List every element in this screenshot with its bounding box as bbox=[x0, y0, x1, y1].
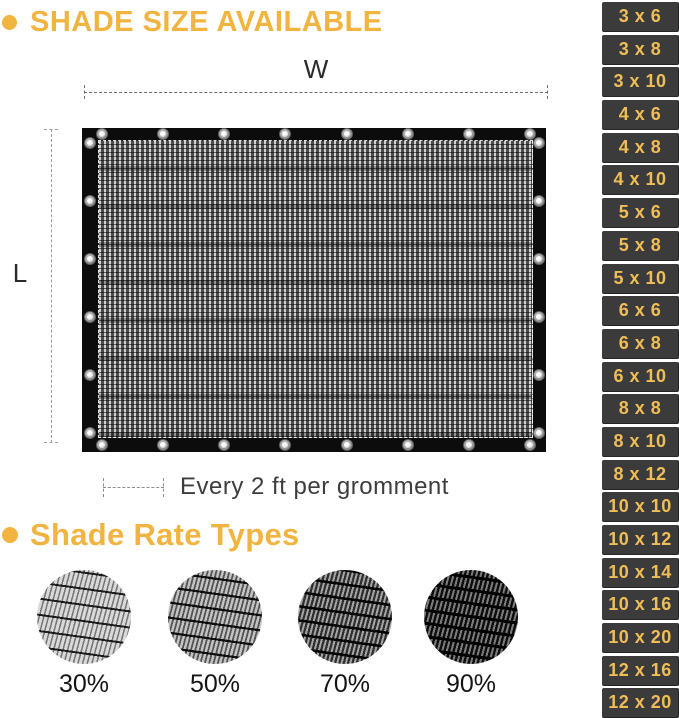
shade-rate-heading bbox=[2, 517, 300, 553]
size-chip: 10 x 14 bbox=[602, 558, 679, 588]
size-chip: 6 x 6 bbox=[602, 296, 679, 326]
grommet-icon bbox=[84, 427, 96, 439]
grommet-icon bbox=[96, 439, 108, 451]
grommet-icon bbox=[341, 439, 353, 451]
size-chip: 3 x 6 bbox=[602, 2, 679, 32]
dim-line bbox=[51, 129, 52, 443]
size-chip: 10 x 16 bbox=[602, 590, 679, 620]
size-chip: 10 x 12 bbox=[602, 525, 679, 555]
grommet-icon bbox=[533, 195, 545, 207]
size-chip: 8 x 10 bbox=[602, 427, 679, 457]
size-chip: 4 x 8 bbox=[602, 133, 679, 163]
grommet-icon bbox=[402, 439, 414, 451]
grommet-icon bbox=[279, 439, 291, 451]
rate-circle-50 bbox=[168, 570, 262, 664]
rate-circle-90 bbox=[424, 570, 518, 664]
dim-tick bbox=[547, 85, 548, 99]
size-chip: 12 x 16 bbox=[602, 656, 679, 686]
size-chip: 5 x 6 bbox=[602, 198, 679, 228]
size-chip: 3 x 10 bbox=[602, 67, 679, 97]
size-chip: 6 x 8 bbox=[602, 329, 679, 359]
shade-rate-heading-text: Shade Rate Types bbox=[30, 517, 300, 552]
rate-label: 90% bbox=[445, 670, 497, 698]
grommets-layer bbox=[82, 128, 546, 452]
dim-tick bbox=[44, 442, 58, 443]
size-chip: 5 x 8 bbox=[602, 231, 679, 261]
dim-line bbox=[84, 92, 548, 93]
grommet-icon bbox=[463, 439, 475, 451]
grommet-icon bbox=[84, 195, 96, 207]
grommet-note: Every 2 ft per gromment bbox=[180, 473, 449, 500]
grommet-icon bbox=[533, 137, 545, 149]
size-list bbox=[602, 2, 679, 718]
grommet-icon bbox=[96, 128, 108, 140]
rate-label: 30% bbox=[58, 670, 110, 698]
rate-label: 70% bbox=[319, 670, 371, 698]
rate-circle-70 bbox=[298, 570, 392, 664]
grommet-spacing-bracket bbox=[103, 478, 164, 497]
length-dimension-line bbox=[44, 129, 58, 443]
size-chip: 5 x 10 bbox=[602, 264, 679, 294]
width-dimension-line bbox=[84, 85, 548, 99]
length-label: L bbox=[12, 258, 28, 288]
size-chip: 8 x 8 bbox=[602, 394, 679, 424]
shade-net-diagram bbox=[82, 128, 546, 452]
grommet-icon bbox=[533, 427, 545, 439]
bullet-icon bbox=[2, 527, 18, 543]
size-chip: 10 x 20 bbox=[602, 623, 679, 653]
grommet-icon bbox=[84, 253, 96, 265]
size-chip: 4 x 10 bbox=[602, 165, 679, 195]
rate-circle-30 bbox=[37, 570, 131, 664]
dim-line bbox=[103, 487, 164, 488]
grommet-icon bbox=[84, 137, 96, 149]
grommet-icon bbox=[533, 311, 545, 323]
dim-tick bbox=[163, 478, 164, 497]
grommet-icon bbox=[84, 311, 96, 323]
shade-size-heading bbox=[2, 6, 383, 39]
shade-size-heading-text: SHADE SIZE AVAILABLE bbox=[30, 6, 383, 38]
grommet-icon bbox=[402, 128, 414, 140]
bullet-icon bbox=[2, 15, 17, 30]
grommet-icon bbox=[157, 439, 169, 451]
grommet-icon bbox=[463, 128, 475, 140]
grommet-icon bbox=[533, 369, 545, 381]
grommet-icon bbox=[524, 439, 536, 451]
size-chip: 8 x 12 bbox=[602, 460, 679, 490]
width-label: W bbox=[303, 54, 329, 84]
grommet-icon bbox=[157, 128, 169, 140]
grommet-icon bbox=[341, 128, 353, 140]
grommet-icon bbox=[84, 369, 96, 381]
size-chip: 12 x 20 bbox=[602, 688, 679, 718]
size-chip: 10 x 10 bbox=[602, 492, 679, 522]
size-chip: 6 x 10 bbox=[602, 362, 679, 392]
grommet-icon bbox=[218, 439, 230, 451]
grommet-icon bbox=[279, 128, 291, 140]
size-chip: 4 x 6 bbox=[602, 100, 679, 130]
rate-label: 50% bbox=[189, 670, 241, 698]
grommet-icon bbox=[533, 253, 545, 265]
size-chip: 3 x 8 bbox=[602, 35, 679, 65]
grommet-icon bbox=[218, 128, 230, 140]
